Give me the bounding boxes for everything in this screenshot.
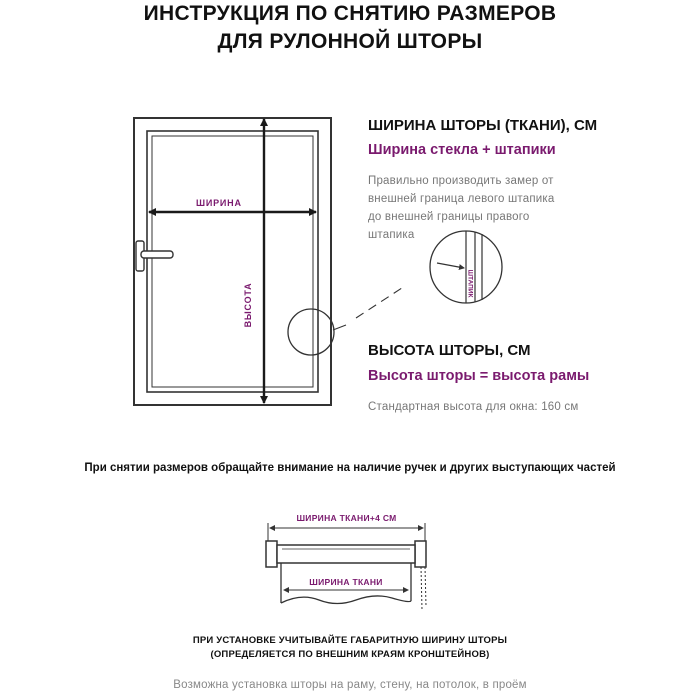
detail-pointer (437, 263, 464, 268)
height-label: ВЫСОТА (243, 282, 253, 328)
shtapik-label: ШТАПИК (466, 269, 474, 298)
width-label: ШИРИНА (196, 198, 242, 208)
window-frame (134, 118, 331, 405)
inner-width-label: ШИРИНА ТКАНИ (309, 577, 383, 587)
install-note: ПРИ УСТАНОВКЕ УЧИТЫВАЙТЕ ГАБАРИТНУЮ ШИРИНУ ШТОРЫ (ОПРЕДЕЛЯЕТСЯ ПО ВНЕШНИМ КРАЯМ КРОНШТЕЙНОВ) (192, 635, 508, 660)
width-heading: ШИРИНА ШТОРЫ (ТКАНИ), СМ (368, 117, 598, 134)
width-formula: Ширина стекла + штапики (368, 142, 556, 158)
footer-note: Возможна установка шторы на раму, стену, на потолок, в проём (173, 679, 527, 691)
page-title-line2: ДЛЯ РУЛОННОЙ ШТОРЫ (217, 30, 483, 53)
outer-width-label: ШИРИНА ТКАНИ+4 СМ (296, 513, 397, 523)
page-title-line1: ИНСТРУКЦИЯ ПО СНЯТИЮ РАЗМЕРОВ (143, 2, 557, 25)
height-note: Стандартная высота для окна: 160 см (368, 401, 579, 413)
height-heading: ВЫСОТА ШТОРЫ, СМ (368, 342, 531, 359)
width-description: Правильно производить замер от внешней граница левого штапика до внешней границы правого штапика (368, 175, 555, 241)
attention-note: При снятии размеров обращайте внимание на наличие ручек и других выступающих частей (84, 462, 616, 474)
roller-blind (266, 523, 426, 610)
height-formula: Высота шторы = высота рамы (368, 368, 590, 384)
window-handle-icon (136, 241, 173, 271)
magnifier-circle (288, 309, 334, 355)
